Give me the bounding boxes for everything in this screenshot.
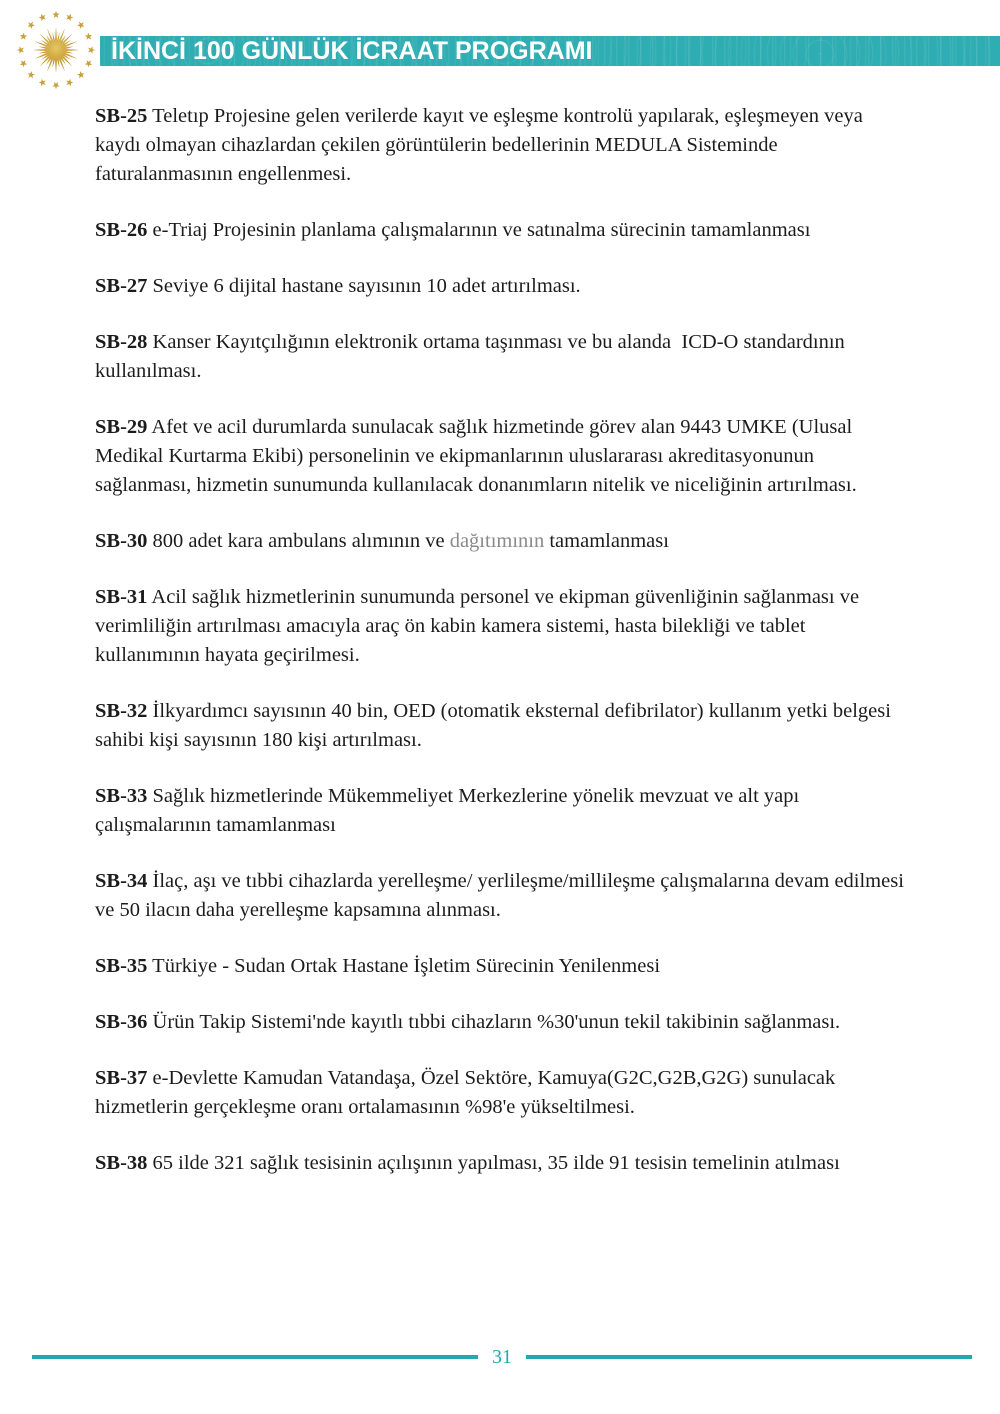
action-item-text: Seviye 6 dijital hastane sayısının 10 adet artırılması. [152, 275, 581, 297]
action-item-text-muted: dağıtımının [449, 530, 545, 552]
action-item-text: İlkyardımcı sayısının 40 bin, OED (otomatik eksternal defibrilator) kullanım yetki belgesi sahibi kişi sayısının 180 kişi artırılması. [95, 700, 891, 751]
action-item-code: SB-34 [95, 870, 148, 892]
action-item-code: SB-38 [95, 1152, 148, 1174]
action-item-code: SB-37 [95, 1067, 148, 1089]
action-item-text: Teletıp Projesine gelen verilerde kayıt ve eşleşme kontrolü yapılarak, eşleşmeyen veya kaydı olmayan cihazlardan çekilen görüntülerin bedellerinin MEDULA Sisteminde faturalanmasının engellenmesi. [95, 105, 863, 185]
action-item-code: SB-36 [95, 1011, 148, 1033]
action-item-text: İlaç, aşı ve tıbbi cihazlarda yerelleşme/ yerlileşme/millileşme çalışmalarına devam edilmesi ve 50 ilacın daha yerelleşme kapsamına alınması. [95, 870, 904, 921]
action-item-code: SB-35 [95, 955, 148, 977]
action-item-code: SB-33 [95, 785, 148, 807]
action-item [95, 216, 910, 245]
action-item-text: 800 adet kara ambulans alımının ve [152, 530, 450, 552]
action-item-code: SB-31 [95, 586, 148, 608]
page-title: İKİNCİ 100 GÜNLÜK İCRAAT PROGRAMI [111, 36, 593, 65]
action-item-text: Kanser Kayıtçılığının elektronik ortama taşınması ve bu alanda ICD-O standardının kullanılması. [95, 331, 845, 382]
footer-rule-left [32, 1355, 478, 1359]
page-footer [32, 1345, 972, 1369]
action-item [95, 952, 910, 981]
footer-rule-right [526, 1355, 972, 1359]
action-item-code: SB-32 [95, 700, 148, 722]
action-item-text: e-Devlette Kamudan Vatandaşa, Özel Sektöre, Kamuya(G2C,G2B,G2G) sunulacak hizmetlerin gerçekleşme oranı ortalamasının %98'e yükseltilmesi. [95, 1067, 836, 1118]
action-item [95, 782, 910, 840]
action-item [95, 272, 910, 301]
action-item [95, 867, 910, 925]
action-item-code: SB-30 [95, 530, 148, 552]
action-item-text: Sağlık hizmetlerinde Mükemmeliyet Merkezlerine yönelik mevzuat ve alt yapı çalışmalarının tamamlanması [95, 785, 800, 836]
action-item-text: 65 ilde 321 sağlık tesisinin açılışının yapılması, 35 ilde 91 tesisin temelinin atılması [152, 1152, 840, 1174]
action-item [95, 1149, 910, 1178]
action-item-text: Ürün Takip Sistemi'nde kayıtlı tıbbi cihazların %30'unun tekil takibinin sağlanması. [152, 1011, 841, 1033]
action-item [95, 328, 910, 386]
action-item-text: Acil sağlık hizmetlerinin sunumunda personel ve ekipman güvenliğinin sağlanması ve verimliliğin artırılması amacıyla araç ön kabin kamera sistemi, hasta bilekliği ve tablet kullanımının hayata geçirilmesi. [95, 586, 860, 666]
action-item [95, 1008, 910, 1037]
action-item [95, 697, 910, 755]
presidential-seal-icon [13, 5, 99, 95]
action-item-code: SB-26 [95, 219, 148, 241]
action-item [95, 527, 910, 556]
header-banner [100, 36, 1000, 66]
action-items-list [95, 102, 910, 1205]
action-item [95, 583, 910, 670]
action-item-code: SB-27 [95, 275, 148, 297]
action-item-code: SB-29 [95, 416, 148, 438]
action-item-code: SB-28 [95, 331, 148, 353]
action-item [95, 1064, 910, 1122]
action-item-text: tamamlanması [544, 530, 669, 552]
action-item-text: e-Triaj Projesinin planlama çalışmalarının ve satınalma sürecinin tamamlanması [152, 219, 811, 241]
action-item-code: SB-25 [95, 105, 148, 127]
action-item [95, 413, 910, 500]
page-number: 31 [492, 1345, 512, 1368]
action-item-text: Türkiye - Sudan Ortak Hastane İşletim Sürecinin Yenilenmesi [152, 955, 661, 977]
action-item-text: Afet ve acil durumlarda sunulacak sağlık hizmetinde görev alan 9443 UMKE (Ulusal Medikal Kurtarma Ekibi) personelinin ve ekipmanlarının uluslararası akreditasyonunun sağlanması, hizmetin sunumunda kullanılacak donanımların nitelik ve niceliğinin artırılması. [95, 416, 857, 496]
action-item [95, 102, 910, 189]
